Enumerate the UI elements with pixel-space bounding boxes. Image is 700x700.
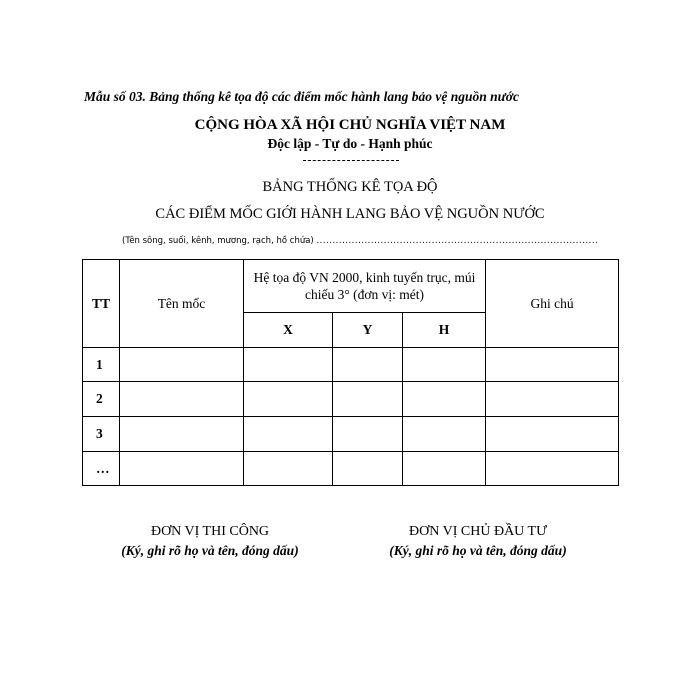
national-motto: Độc lập - Tự do - Hạnh phúc (267, 136, 433, 151)
investor-signature-block (358, 524, 598, 559)
x-cell[interactable] (244, 348, 333, 382)
table-row (83, 348, 619, 382)
row-number: … (83, 452, 120, 486)
water-source-blank: ........................................................................................ (316, 236, 599, 246)
water-source-label: (Tên sông, suối, kênh, mương, rạch, hồ chứa) (122, 236, 314, 246)
note-cell[interactable] (486, 452, 619, 486)
table-row (83, 452, 619, 486)
marker-name-cell[interactable] (120, 348, 244, 382)
contractor-signature-block (90, 524, 330, 559)
column-header-x: X (244, 313, 333, 348)
row-number: 3 (83, 417, 120, 452)
h-cell[interactable] (403, 382, 486, 417)
column-header-marker-name: Tên mốc (120, 260, 244, 348)
row-number: 1 (83, 348, 120, 382)
column-header-note: Ghi chú (486, 260, 619, 348)
investor-signature-note: (Ký, ghi rõ họ và tên, đóng dấu) (389, 543, 567, 558)
note-cell[interactable] (486, 382, 619, 417)
column-header-h: H (403, 313, 486, 348)
y-cell[interactable] (333, 382, 403, 417)
row-number: 2 (83, 382, 120, 417)
h-cell[interactable] (403, 348, 486, 382)
marker-name-cell[interactable] (120, 382, 244, 417)
coordinates-table (82, 259, 619, 486)
contractor-title: ĐƠN VỊ THI CÔNG (150, 524, 270, 539)
document-title-line-2: CÁC ĐIỂM MỐC GIỚI HÀNH LANG BẢO VỆ NGUỒN NƯỚC (155, 206, 545, 222)
h-cell[interactable] (403, 417, 486, 452)
form-number-label: Mẫu số 03. Bảng thống kê tọa độ các điểm mốc hành lang bảo vệ nguồn nước (84, 89, 520, 104)
y-cell[interactable] (333, 348, 403, 382)
document-title-line-1: BẢNG THỐNG KÊ TỌA ĐỘ (262, 179, 438, 195)
water-source-line (122, 236, 599, 246)
x-cell[interactable] (244, 452, 333, 486)
x-cell[interactable] (244, 382, 333, 417)
note-cell[interactable] (486, 348, 619, 382)
x-cell[interactable] (244, 417, 333, 452)
y-cell[interactable] (333, 452, 403, 486)
motto-divider (303, 160, 399, 161)
table-row (83, 417, 619, 452)
column-header-tt: TT (83, 260, 120, 348)
column-header-coordinate-system: Hệ tọa độ VN 2000, kinh tuyến trục, múi chiếu 3° (đơn vị: mét) (244, 260, 486, 313)
national-title: CỘNG HÒA XÃ HỘI CHỦ NGHĨA VIỆT NAM (194, 117, 506, 133)
y-cell[interactable] (333, 417, 403, 452)
column-header-y: Y (333, 313, 403, 348)
table-header-row (83, 260, 619, 313)
note-cell[interactable] (486, 417, 619, 452)
table-row (83, 382, 619, 417)
h-cell[interactable] (403, 452, 486, 486)
contractor-signature-note: (Ký, ghi rõ họ và tên, đóng dấu) (121, 543, 299, 558)
marker-name-cell[interactable] (120, 417, 244, 452)
investor-title: ĐƠN VỊ CHỦ ĐẦU TƯ (409, 524, 547, 539)
marker-name-cell[interactable] (120, 452, 244, 486)
